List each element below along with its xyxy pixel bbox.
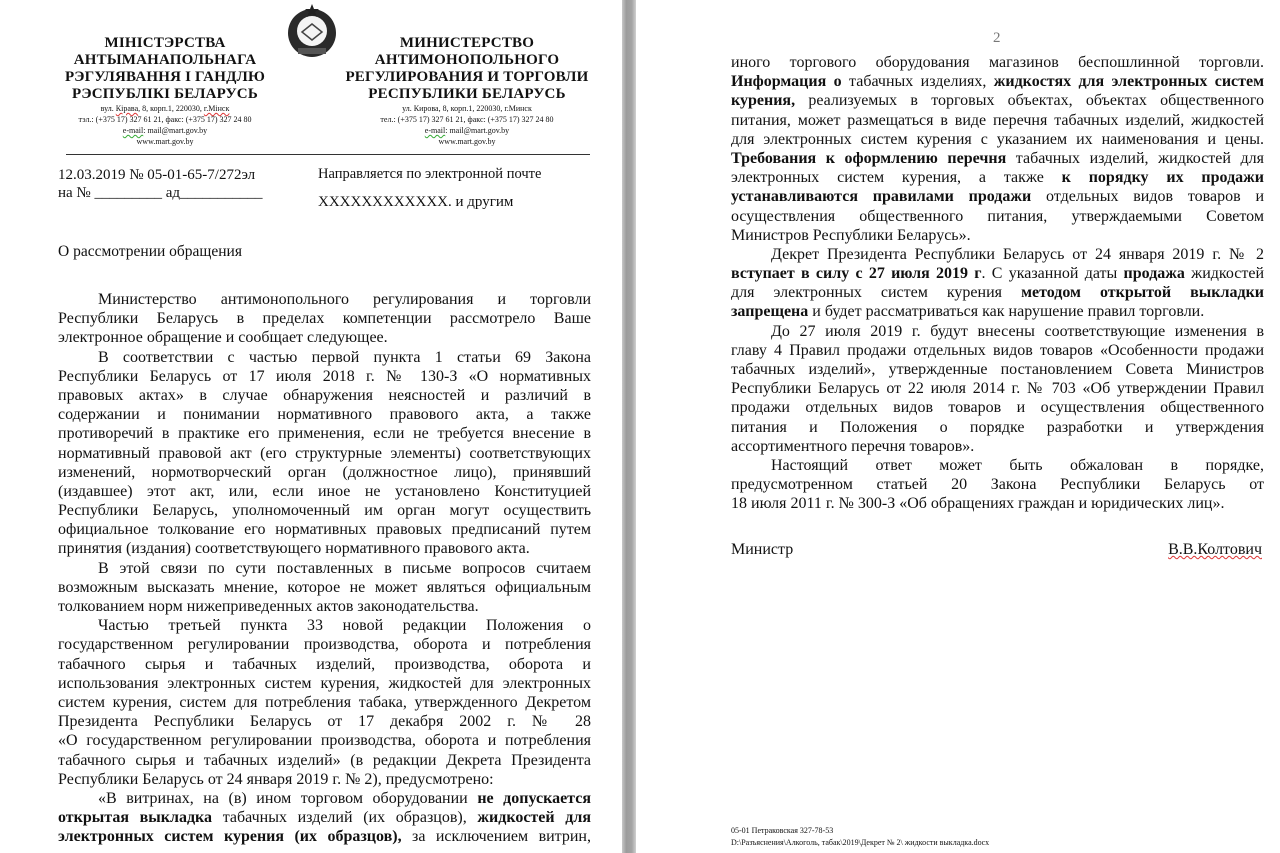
header-divider — [66, 154, 590, 155]
bold-text: курения, — [731, 92, 796, 110]
text-line — [731, 168, 1264, 187]
ministry-title-line: МИНИСТЕРСТВО — [399, 35, 535, 51]
text-line — [58, 290, 591, 309]
letter-body-page-2 — [731, 53, 1264, 514]
text-line — [731, 207, 1264, 226]
text-line — [58, 463, 591, 482]
text-line — [731, 226, 1264, 245]
ministry-title-line: РЕСПУБЛИКИ БЕЛАРУСЬ — [368, 86, 566, 102]
text: электронных систем курения, а также — [731, 169, 1062, 187]
text-line — [58, 655, 591, 674]
text-line — [731, 379, 1264, 398]
bold-text: вступает в силу с 27 июля 2019 г — [731, 265, 982, 283]
text: (издавшее) этот акт, или, если иное не установлено Конституцией — [58, 482, 591, 500]
page-number: 2 — [993, 30, 1001, 46]
text: Республики Беларусь от 17 июля 2018 г. № 130-З «О нормативных — [58, 367, 591, 385]
text-line — [731, 264, 1264, 283]
paragraph — [58, 348, 591, 559]
ministry-title-line: РЭГУЛЯВАННЯ І ГАНДЛЮ — [64, 69, 266, 85]
phone: тэл.: (+375 17) 327 61 21, факс: (+375 17) 327 24 80 — [78, 115, 252, 124]
ministry-title-line: РЭСПУБЛІКІ БЕЛАРУСЬ — [72, 86, 258, 102]
bold-text: Требования к оформлению перечня — [731, 149, 1007, 167]
text-line — [58, 616, 591, 635]
text: табачного сырья и табачных изделий» (в редакции Декрета Президента — [58, 751, 591, 769]
text: Министров Республики Беларусь». — [731, 226, 971, 244]
text-line — [731, 130, 1264, 149]
text: продажи отдельных видов товаров и осуществления общественного — [731, 399, 1264, 417]
address-prefix: вул. — [100, 104, 116, 113]
delivery-note: Направляется по электронной почте — [318, 166, 542, 182]
text-line — [58, 731, 591, 750]
paragraph — [731, 245, 1264, 322]
address-city: г.Мінск — [203, 104, 230, 113]
text-line — [731, 475, 1264, 494]
text-line — [58, 808, 591, 827]
document-page-2 — [636, 0, 1280, 853]
text: В этой связи по сути поставленных в письме вопросов считаем — [98, 559, 591, 577]
signatory-position: Министр — [731, 541, 794, 558]
text: систем курения, систем для потребления табака, утвержденного Декретом — [58, 693, 591, 711]
bold-text: открытая выкладка — [58, 809, 213, 827]
footer-file-path: D:\Разъяснения\Алкоголь, табак\2019\Декрет № 2\ жидкости выкладка.docx — [731, 838, 990, 847]
address: ул. Кирова, 8, корп.1, 220030, г.Минск — [402, 104, 532, 113]
text: «В витринах, на (в) ином торговом оборудовании — [98, 789, 478, 807]
text-line — [731, 53, 1264, 72]
text: содержании и понимании нормативного правового акта, а также — [58, 406, 591, 424]
email-label: e-mail — [122, 126, 144, 135]
text-line — [731, 72, 1264, 91]
text-line — [58, 789, 591, 808]
text-line — [58, 597, 591, 616]
email-address: : mail@mart.gov.by — [445, 126, 510, 135]
text-line — [731, 418, 1264, 437]
address-mid: , 8, корп.1, 220030, — [138, 104, 204, 113]
registration-number: 12.03.2019 № 05-01-65-7/272эл — [58, 167, 256, 183]
ministry-title-line: АНТЫМАНАПОЛЬНАГА — [73, 52, 257, 68]
bold-text: жидкостей для — [477, 809, 591, 827]
text-line — [58, 539, 591, 558]
text-line — [731, 360, 1264, 379]
text-line — [58, 367, 591, 386]
text: государственном регулировании производства, оборота и потребления — [58, 636, 591, 654]
text-line — [731, 302, 1264, 321]
text-line — [58, 770, 591, 789]
text: Декрет Президента Республики Беларусь от 24 января 2019 г. № 2 — [771, 245, 1264, 263]
text: 18 июля 2011 г. № 300-З «Об обращениях граждан и юридических лиц». — [731, 495, 1225, 513]
text: противоречий в практике его применения, если не требуется внесение в — [58, 425, 591, 443]
text-line — [58, 827, 591, 846]
text: Частью третьей пункта 33 новой редакции Положения о — [98, 617, 591, 635]
text: электронное обращение и сообщает следующее. — [58, 329, 388, 347]
text: реализуемых в торговых объектах, объектах общественного — [795, 92, 1264, 110]
text-line — [58, 482, 591, 501]
text-line — [58, 501, 591, 520]
text: предусмотренном статьей 20 Закона Республики Беларусь от — [731, 476, 1264, 494]
paragraph — [58, 559, 591, 617]
text-line — [58, 712, 591, 731]
letter-body-page-1 — [58, 290, 591, 846]
ministry-title-line: РЕГУЛИРОВАНИЯ И ТОРГОВЛИ — [345, 69, 589, 85]
text: жидкостей — [1184, 265, 1264, 283]
bold-text: устанавливаются правилами продажи — [731, 188, 1032, 206]
phone: тел.: (+375 17) 327 61 21, факс: (+375 17) 327 24 80 — [380, 115, 554, 124]
text: Министерство антимонопольного регулирования и торговли — [98, 291, 591, 308]
text: за исключением витрин, — [401, 828, 591, 846]
text: ассортиментного перечня товаров». — [731, 437, 975, 455]
text-line — [58, 559, 591, 578]
bold-text: к порядку их продажи — [1061, 169, 1264, 187]
text-line — [58, 635, 591, 654]
text: табачных изделий, жидкостей для — [1006, 149, 1264, 167]
header-belarusian — [35, 35, 295, 147]
text-line — [58, 348, 591, 367]
bold-text: методом открытой выкладки — [1021, 284, 1264, 302]
text-line — [731, 91, 1264, 110]
paragraph — [58, 290, 591, 348]
text: В соответствии с частью первой пункта 1 статьи 69 Закона — [98, 348, 591, 366]
text-line — [731, 437, 1264, 456]
text: изменений, нормотворческий орган (должностное лицо), принявший — [58, 463, 591, 481]
ministry-title-line: АНТИМОНОПОЛЬНОГО — [374, 52, 560, 68]
address — [35, 103, 295, 114]
text: и будет рассматриваться как нарушение правил торговли. — [808, 303, 1205, 321]
text: Республики Беларусь от 22 июля 2014 г. № 703 «Об утверждении Правил — [731, 380, 1264, 398]
recipient: XXXXXXXXXXXX. и другим — [318, 194, 514, 210]
text: питания и Положения о порядке разработки и утверждения — [731, 418, 1264, 436]
text-line — [731, 398, 1264, 417]
address-street: Кірава — [115, 104, 139, 113]
paragraph — [731, 53, 1264, 245]
paragraph — [58, 616, 591, 789]
reference-number: на № _________ ад___________ — [58, 185, 263, 201]
bold-text: жидкостях для электронных систем — [993, 73, 1264, 91]
text: Президента Республики Беларусь от 17 декабря 2002 г. № 28 — [58, 713, 591, 731]
text: правовых актах» в случае обнаружения неясностей и различий в — [58, 386, 591, 404]
text: толкованием норм нижеприведенных актов законодательства. — [58, 598, 479, 615]
text-line — [58, 328, 591, 347]
text: использования электронных систем курения, жидкостей для электронных — [58, 674, 591, 692]
text: табачных изделий (их образцов), — [212, 809, 478, 827]
signatory-name: В.В.Колтович — [1168, 541, 1262, 558]
subject-line: О рассмотрении обращения — [58, 243, 242, 260]
text-line — [731, 149, 1264, 168]
paragraph — [58, 789, 591, 847]
text: табачных изделий», утвержденные постановлением Совета Министров — [731, 361, 1264, 378]
footer-executor: 05-01 Петраковская 327-78-53 — [731, 826, 834, 835]
text-line — [731, 456, 1264, 475]
text: табачного сырья и табачных изделий, производства, оборота и — [58, 655, 591, 673]
ministry-title-line: МІНІСТЭРСТВА — [104, 35, 226, 51]
text: принятия (издания) соответствующего нормативного правового акта. — [58, 540, 530, 558]
text-line — [731, 111, 1264, 130]
text: До 27 июля 2019 г. будут внесены соответствующие изменения в — [771, 322, 1264, 340]
text-line — [731, 341, 1264, 360]
text-line — [58, 424, 591, 443]
text: Республики Беларусь от 24 января 2019 г. № 2), предусмотрено: — [58, 770, 494, 788]
text-line — [58, 751, 591, 770]
email-address: : mail@mart.gov.by — [143, 126, 208, 135]
text-line — [58, 444, 591, 463]
bold-text: продажа — [1123, 265, 1185, 283]
website: www.mart.gov.by — [136, 137, 194, 146]
text-line — [58, 520, 591, 539]
page-gap — [622, 0, 636, 853]
email — [35, 125, 295, 136]
text-line — [731, 245, 1264, 264]
text: питания, может размещаться в виде перечня табачных изделий, жидкостей — [731, 111, 1264, 129]
text-line — [731, 283, 1264, 302]
text: возможным высказать мнение, которое не может являться официальным — [58, 578, 591, 596]
text-line — [58, 309, 591, 328]
text-line — [58, 386, 591, 405]
bold-text: Информация о — [731, 73, 842, 91]
text: осуществления общественного питания, утверждаемыми Советом — [731, 207, 1264, 225]
bold-text: электронных систем курения (их образцов), — [58, 828, 402, 846]
email — [327, 125, 607, 136]
paragraph — [731, 456, 1264, 514]
text: . С указанной даты — [981, 265, 1124, 283]
bold-text: запрещена — [731, 303, 809, 321]
document-page-1 — [0, 0, 622, 853]
text-line — [58, 405, 591, 424]
text-line — [731, 322, 1264, 341]
text: иного торгового оборудования магазинов беспошлинной торговли. — [731, 54, 1264, 71]
text-line — [731, 494, 1264, 513]
text-line — [58, 578, 591, 597]
header-russian — [327, 35, 607, 147]
text-line — [731, 187, 1264, 206]
text: официальное толкование его нормативных правовых предписаний путем — [58, 521, 591, 539]
email-label: e-mail — [424, 126, 446, 135]
text: табачных изделиях, — [841, 73, 994, 91]
text: отдельных видов товаров и — [1031, 188, 1264, 206]
text: для электронных систем курения — [731, 284, 1022, 302]
text: Республики Беларусь в пределах компетенции рассмотрело Ваше — [58, 310, 591, 328]
text: «О государственном регулировании производства, оборота и потребления — [58, 732, 591, 750]
paragraph — [731, 322, 1264, 456]
text: для электронных систем курения с указанием их наименования и цены. — [731, 130, 1264, 148]
text: главу 4 Правил продажи отдельных видов товаров «Особенности продажи — [731, 341, 1264, 359]
text-line — [58, 693, 591, 712]
text: Настоящий ответ может быть обжалован в порядке, — [771, 456, 1264, 474]
website: www.mart.gov.by — [438, 137, 496, 146]
text-line — [58, 674, 591, 693]
text: Республики Беларусь, уполномоченный им орган могут осуществить — [58, 502, 591, 520]
bold-text: не допускается — [477, 789, 591, 807]
text: нормативный правовой акт (его структурные элементы) соответствующих — [58, 444, 591, 462]
